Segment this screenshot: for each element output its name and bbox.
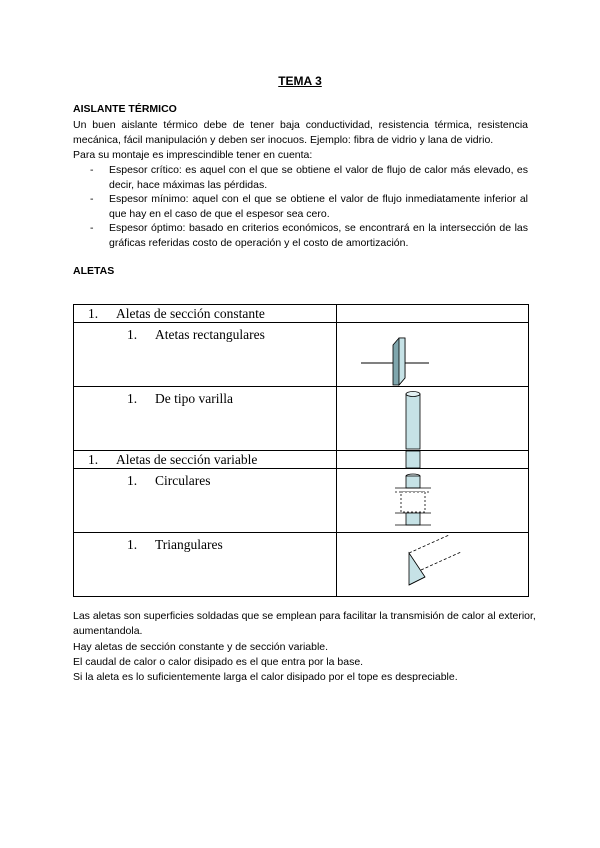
aletas-paragraph: Las aletas son superficies soldadas que se emplean para facilitar la transmisión de calor al exterior, aumentandola.	[73, 610, 536, 638]
fin-triangular-label: Triangulares	[155, 537, 223, 552]
aletas-description	[73, 609, 543, 685]
bullet-text: Espesor óptimo: basado en criterios económicos, se encontrará en la intersección de las gráficas referidas costo de operación y el costo de amortización.	[109, 222, 528, 249]
item-number: 1.	[88, 306, 99, 321]
table-cell	[336, 469, 528, 533]
rod-fin-figure	[337, 387, 529, 450]
list-item	[73, 163, 528, 192]
table-cell	[74, 305, 337, 323]
table-cell	[74, 323, 337, 387]
aletas-paragraph: Hay aletas de sección constante y de sección variable.	[73, 640, 329, 653]
bullet-dash: -	[90, 164, 94, 176]
bullet-text: Espesor mínimo: aquel con el que se obtiene el valor de flujo inmediatamente inferior al que hay en el caso de que el espesor sea cero.	[109, 193, 528, 220]
fin-types-table	[73, 304, 529, 597]
aletas-paragraph: El caudal de calor o calor disipado es el que entra por la base.	[73, 655, 364, 668]
table-cell	[74, 387, 337, 451]
table-row	[74, 305, 529, 323]
bullet-text: Espesor crítico: es aquel con el que se obtiene el valor de flujo de calor más elevado, es decir, hace máximas las pérdidas.	[109, 164, 528, 191]
circular-fin-figure	[337, 469, 529, 532]
table-cell	[74, 451, 337, 469]
fin-group-variable: Aletas de sección variable	[116, 452, 258, 467]
table-cell	[336, 305, 528, 323]
table-cell	[74, 533, 337, 597]
aislante-lead: Para su montaje es imprescindible tener en cuenta:	[73, 149, 313, 161]
page-title: TEMA 3	[278, 74, 322, 88]
fin-group-constant: Aletas de sección constante	[116, 306, 265, 321]
bullet-dash: -	[90, 193, 94, 206]
list-item	[73, 221, 528, 250]
fin-circular-label: Circulares	[155, 473, 211, 488]
list-item	[73, 192, 528, 221]
aislante-intro: Un buen aislante térmico debe de tener baja conductividad, resistencia térmica, resistencia mecánica, fácil manipulación y deben ser inocuos. Ejemplo: fibra de vidrio y lana de vidrio.	[73, 119, 528, 146]
table-row	[74, 469, 529, 533]
table-cell	[336, 533, 528, 597]
fin-rod-label: De tipo varilla	[155, 391, 233, 406]
table-row	[74, 451, 529, 469]
item-number: 1.	[127, 391, 138, 406]
item-number: 1.	[88, 452, 99, 467]
item-number: 1.	[127, 537, 138, 552]
section-heading-aletas: ALETAS	[73, 265, 115, 277]
table-cell	[74, 469, 337, 533]
rectangular-fin-figure	[337, 323, 529, 386]
table-cell	[336, 323, 528, 387]
table-cell	[336, 387, 528, 451]
bullet-dash: -	[90, 222, 94, 235]
item-number: 1.	[127, 473, 138, 488]
aislante-bullets	[73, 163, 528, 251]
table-row	[74, 387, 529, 451]
triangular-fin-figure	[337, 533, 529, 596]
aletas-paragraph: Si la aleta es lo suficientemente larga el calor disipado por el tope es despreciable.	[73, 671, 458, 684]
section-heading-aislante: AISLANTE TÉRMICO	[73, 103, 177, 115]
circular-fin-figure-top	[337, 451, 529, 468]
table-row	[74, 533, 529, 597]
table-cell	[336, 451, 528, 469]
fin-rectangular-label: Atetas rectangulares	[155, 327, 265, 342]
table-row	[74, 323, 529, 387]
item-number: 1.	[127, 327, 138, 342]
